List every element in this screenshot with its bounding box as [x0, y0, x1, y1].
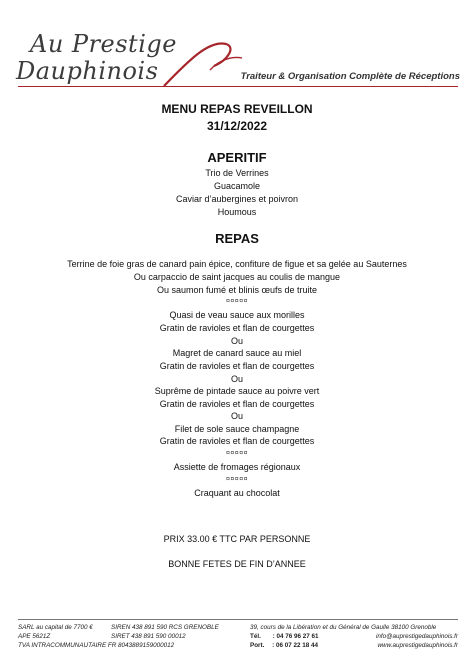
footer-phone-label: Tél.: [250, 633, 261, 640]
aperitif-item: Trio de Verrines: [205, 168, 269, 178]
repas-line: Craquant au chocolat: [194, 488, 280, 498]
menu-title: MENU REPAS REVEILLON: [161, 102, 313, 116]
aperitif-item: Guacamole: [213, 181, 261, 191]
aperitif-item: Houmous: [217, 207, 257, 217]
repas-heading: REPAS: [215, 231, 259, 246]
footer-address: 39, cours de la Libération et du Général de Gaulle 38100 Grenoble: [250, 624, 437, 631]
price-per-person: PRIX 33.00 € TTC PAR PERSONNE: [163, 534, 311, 544]
repas-line: Filet de sole sauce champagne: [174, 424, 300, 434]
repas-line: Suprême de pintade sauce au poivre vert: [154, 386, 320, 396]
footer-phone-number: : 04 76 96 27 61: [272, 633, 319, 640]
course-separator: ¤¤¤¤¤: [226, 450, 248, 457]
footer-siren: SIREN 438 891 590 RCS GRENOBLE: [111, 624, 219, 631]
footer-mobile-number: : 06 07 22 18 44: [272, 642, 318, 649]
footer-legal-capital: SARL au capital de 7700 €: [18, 624, 93, 631]
company-logo: [14, 30, 244, 90]
repas-line: Assiette de fromages régionaux: [173, 462, 301, 472]
repas-line: Gratin de ravioles et flan de courgettes: [159, 361, 315, 371]
menu-date: 31/12/2022: [206, 119, 268, 133]
course-separator: ¤¤¤¤¤: [226, 298, 248, 305]
footer-mobile: [250, 642, 318, 649]
aperitif-heading: APERITIF: [207, 150, 267, 165]
repas-line: Terrine de foie gras de canard pain épice, confiture de figue et sa gelée au Sauternes: [67, 259, 407, 269]
repas-line: Ou saumon fumé et blinis œufs de truite: [156, 285, 318, 295]
logo-text-line2: Dauphinois: [16, 57, 159, 85]
course-separator: ¤¤¤¤¤: [226, 476, 248, 483]
repas-line: Quasi de veau sauce aux morilles: [169, 310, 305, 320]
repas-line: Gratin de ravioles et flan de courgettes: [159, 323, 315, 333]
repas-line: Ou: [230, 336, 243, 346]
repas-line: Gratin de ravioles et flan de courgettes: [159, 399, 315, 409]
logo-text-line1: Au Prestige: [30, 30, 177, 58]
repas-line: Ou: [230, 374, 243, 384]
repas-line: Gratin de ravioles et flan de courgettes: [159, 436, 315, 446]
aperitif-item: Caviar d’aubergines et poivron: [175, 194, 299, 204]
tagline: Traiteur & Organisation Complète de Réceptions: [240, 71, 460, 82]
footer-email-link[interactable]: info@auprestigedauphinois.fr: [375, 633, 458, 640]
repas-line: Magret de canard sauce au miel: [172, 348, 302, 358]
repas-line: Ou carpaccio de saint jacques au coulis de mangue: [133, 272, 341, 282]
repas-line: Ou: [230, 411, 243, 421]
footer-legal-tva: TVA INTRACOMMUNAUTAIRE FR 8043889159000012: [18, 642, 175, 649]
footer-mobile-label: Port.: [250, 642, 265, 649]
footer-siret: SIRET 438 891 590 00012: [111, 633, 186, 640]
footer-legal-ape: APE 5621Z: [18, 633, 51, 640]
footer-phone: [250, 633, 318, 640]
footer-divider: [18, 619, 458, 620]
footer-website-link[interactable]: www.auprestigedauphinois.fr: [377, 642, 458, 649]
header-divider: [18, 86, 458, 87]
season-wishes: BONNE FETES DE FIN D’ANNEE: [168, 559, 306, 569]
